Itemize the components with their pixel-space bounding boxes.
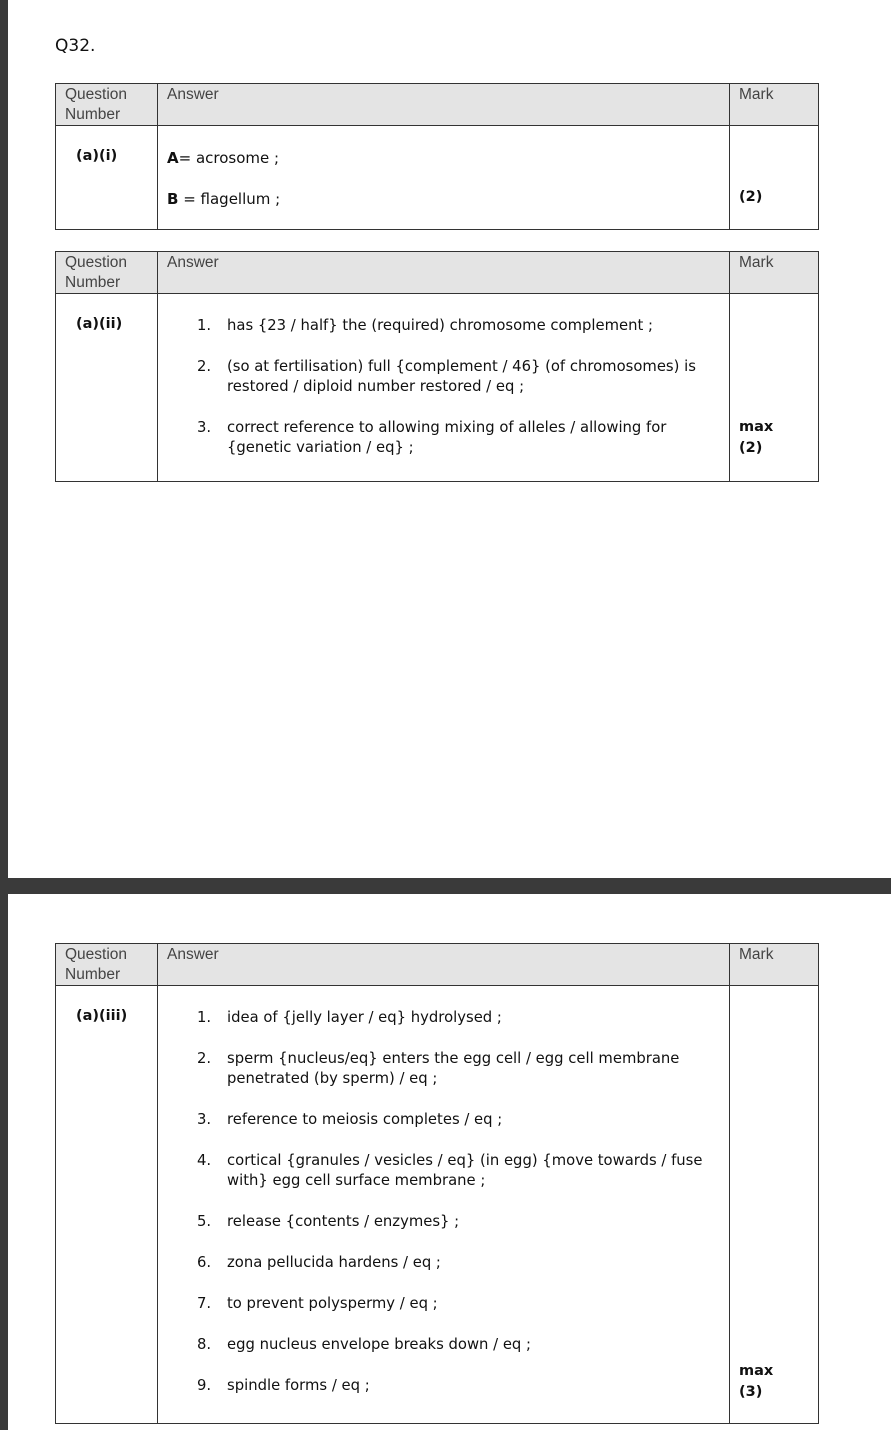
header-mark: Mark [730,944,819,986]
list-item: 5. release {contents / enzymes} ; [197,1213,460,1230]
mark-max: max [739,419,774,435]
mark-points: (3) [739,1384,763,1400]
markscheme-table-a-i [55,83,819,230]
answer-cell [158,294,730,482]
question-number: (a)(iii) [56,986,158,1424]
mark-value [739,1361,773,1403]
answer-list [167,316,721,458]
markscheme-table-a-iii [55,943,819,1424]
table-row [56,126,819,230]
header-mark: Mark [730,84,819,126]
question-label: Q32. [55,36,96,56]
document-page-1 [8,0,891,878]
question-number: (a)(i) [56,126,158,230]
header-answer: Answer [158,84,730,126]
table-header-row [56,252,819,294]
table-header-row [56,944,819,986]
mark-cell [730,126,819,230]
mark-cell [730,986,819,1424]
table-row [56,294,819,482]
table-row [56,986,819,1424]
mark-max: max [739,1363,774,1379]
list-item: 1. has {23 / half} the (required) chromosome complement ; [197,317,653,334]
list-item: 3. correct reference to allowing mixing of alleles / allowing for {genetic variation / eq} ; [197,419,667,456]
answer-list [167,1008,721,1396]
mark-value [739,417,773,459]
answer-cell [158,986,730,1424]
document-page-2 [8,894,891,1430]
list-item: 1. idea of {jelly layer / eq} hydrolysed ; [197,1009,502,1026]
markscheme-table-a-ii [55,251,819,482]
header-answer: Answer [158,944,730,986]
list-item: 2. sperm {nucleus/eq} enters the egg cell / egg cell membrane penetrated (by sperm) / eq ; [197,1050,680,1087]
header-answer: Answer [158,252,730,294]
list-item: 9. spindle forms / eq ; [197,1377,370,1394]
question-number: (a)(ii) [56,294,158,482]
list-item: 4. cortical {granules / vesicles / eq} (in egg) {move towards / fuse with} egg cell surface membrane ; [197,1152,703,1189]
header-question-number: Question Number [56,944,158,986]
list-item: 3. reference to meiosis completes / eq ; [197,1111,503,1128]
header-question-number: Question Number [56,252,158,294]
answer-line-b: B = flagellum ; [167,190,281,208]
list-item: 8. egg nucleus envelope breaks down / eq ; [197,1336,532,1353]
answer-line-a: A= acrosome ; [167,149,280,167]
mark-points: (2) [739,440,763,456]
mark-cell [730,294,819,482]
list-item: 6. zona pellucida hardens / eq ; [197,1254,441,1271]
list-item: 2. (so at fertilisation) full {complement / 46} (of chromosomes) is restored / diploid number restored / eq ; [197,358,696,395]
answer-cell [158,126,730,230]
table-header-row [56,84,819,126]
header-question-number: Question Number [56,84,158,126]
header-mark: Mark [730,252,819,294]
list-item: 7. to prevent polyspermy / eq ; [197,1295,438,1312]
mark-value: (2) [739,189,763,205]
